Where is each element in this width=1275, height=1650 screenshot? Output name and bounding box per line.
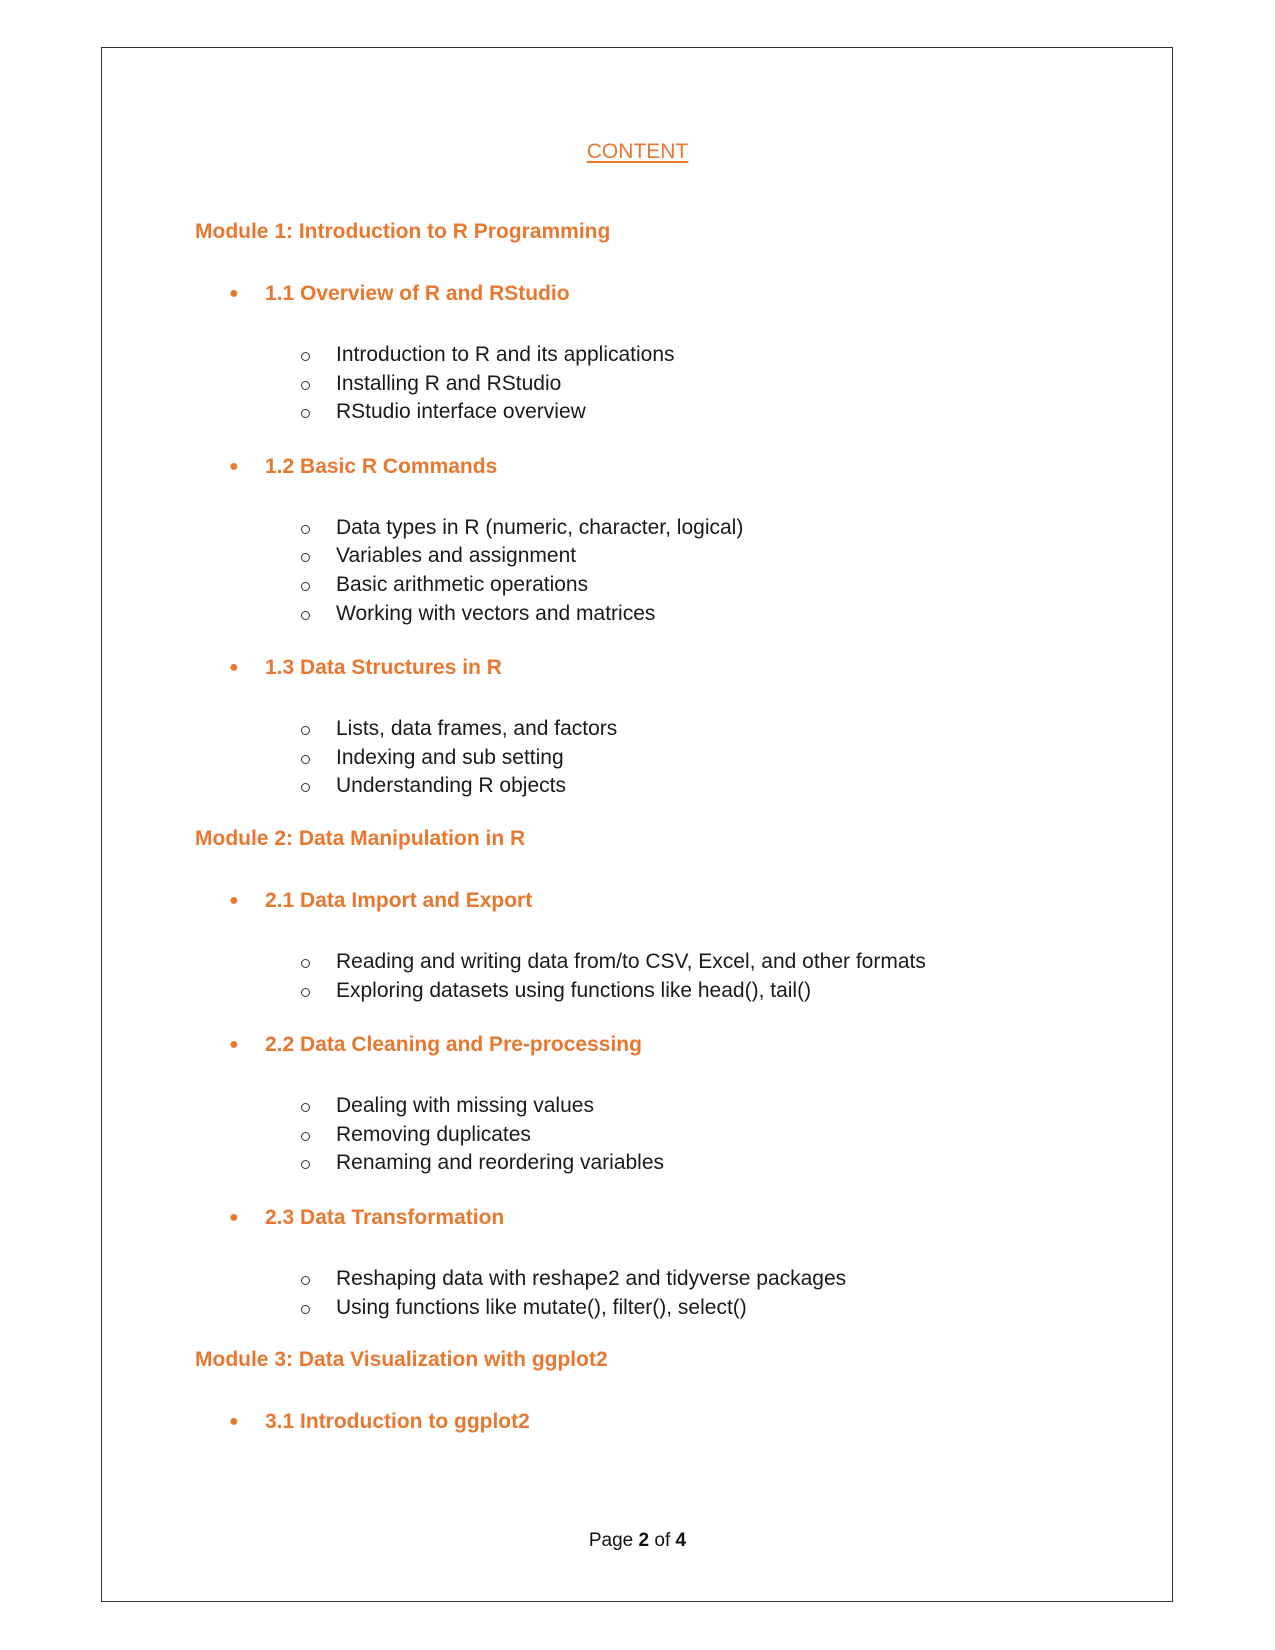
list-item: RStudio interface overview	[336, 398, 1095, 427]
list-item: Understanding R objects	[336, 772, 1095, 801]
bullet-icon: ●	[229, 659, 239, 677]
circle-bullet-icon	[301, 553, 310, 562]
circle-bullet-icon	[301, 1103, 310, 1112]
section-heading-text: 2.1 Data Import and Export	[265, 888, 533, 912]
list-item: Installing R and RStudio	[336, 370, 1095, 399]
section-heading-text: 2.2 Data Cleaning and Pre-processing	[265, 1033, 642, 1057]
circle-bullet-icon	[301, 1132, 310, 1141]
section-heading-text: 1.1 Overview of R and RStudio	[265, 282, 570, 305]
circle-bullet-icon	[301, 611, 310, 620]
section-heading	[195, 280, 1095, 308]
bullet-icon: ●	[229, 285, 239, 302]
circle-bullet-icon	[301, 409, 310, 418]
circle-bullet-icon	[301, 726, 310, 735]
section-heading-text: 1.2 Basic R Commands	[265, 454, 498, 478]
circle-bullet-icon	[301, 988, 310, 997]
list-item: Indexing and sub setting	[336, 744, 1095, 773]
page-number: Page 2 of 4	[588, 1530, 687, 1551]
list-item: Introduction to R and its applications	[336, 341, 1095, 370]
bullet-icon: ●	[229, 891, 239, 909]
section-heading	[195, 1031, 1095, 1059]
circle-bullet-icon	[301, 525, 310, 534]
section-heading-text: 1.3 Data Structures in R	[265, 656, 502, 680]
item-list	[195, 715, 1095, 801]
list-item: Exploring datasets using functions like head(), tail()	[336, 977, 1095, 1006]
section-heading	[195, 453, 1095, 481]
module-heading: Module 2: Data Manipulation in R	[195, 826, 526, 850]
circle-bullet-icon	[301, 381, 310, 390]
list-item: Renaming and reordering variables	[336, 1149, 1095, 1178]
list-item: Reshaping data with reshape2 and tidyverse packages	[336, 1265, 1095, 1294]
content	[195, 218, 1095, 1469]
section-heading-text: 3.1 Introduction to ggplot2	[265, 1410, 530, 1434]
section-heading	[195, 1204, 1095, 1232]
circle-bullet-icon	[301, 582, 310, 591]
list-item: Lists, data frames, and factors	[336, 715, 1095, 744]
list-item: Working with vectors and matrices	[336, 600, 1095, 629]
item-list	[195, 1092, 1095, 1178]
list-item: Reading and writing data from/to CSV, Excel, and other formats	[336, 948, 1095, 977]
bullet-icon: ●	[229, 457, 239, 475]
circle-bullet-icon	[301, 1160, 310, 1169]
circle-bullet-icon	[301, 755, 310, 764]
page-title: CONTENT	[586, 140, 689, 163]
circle-bullet-icon	[301, 1305, 310, 1314]
list-item: Data types in R (numeric, character, logical)	[336, 514, 1095, 543]
list-item: Basic arithmetic operations	[336, 571, 1095, 600]
section-heading	[195, 887, 1095, 915]
bullet-icon: ●	[229, 1208, 239, 1226]
module-heading: Module 1: Introduction to R Programming	[195, 220, 611, 243]
section-heading	[195, 654, 1095, 682]
list-item: Using functions like mutate(), filter(), select()	[336, 1294, 1095, 1323]
bullet-icon: ●	[229, 1036, 239, 1054]
item-list	[195, 341, 1095, 427]
list-item: Dealing with missing values	[336, 1092, 1095, 1121]
list-item: Variables and assignment	[336, 542, 1095, 571]
section-heading	[195, 1408, 1095, 1436]
item-list	[195, 514, 1095, 628]
section-heading-text: 2.3 Data Transformation	[265, 1205, 505, 1229]
module-heading: Module 3: Data Visualization with ggplot2	[195, 1348, 608, 1372]
bullet-icon: ●	[229, 1413, 239, 1431]
circle-bullet-icon	[301, 783, 310, 792]
list-item: Removing duplicates	[336, 1121, 1095, 1150]
item-list	[195, 948, 1095, 1005]
circle-bullet-icon	[301, 959, 310, 968]
circle-bullet-icon	[301, 1276, 310, 1285]
circle-bullet-icon	[301, 352, 310, 361]
item-list	[195, 1265, 1095, 1322]
